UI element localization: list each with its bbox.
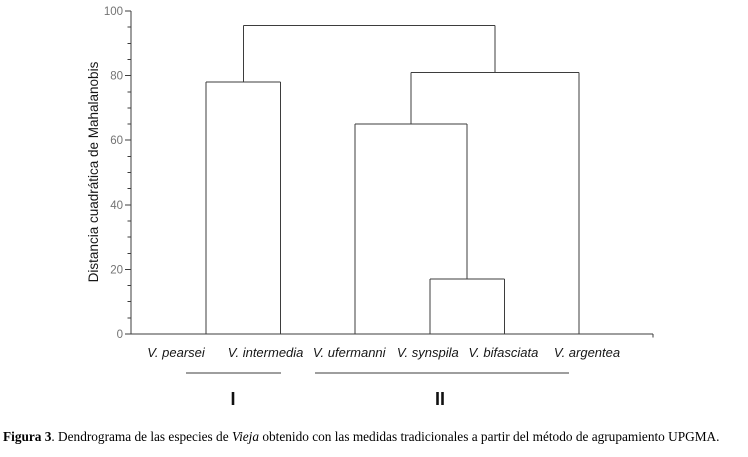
x-axis-leaf-label: V. ufermanni [312,345,386,360]
x-axis-leaf-label: V. bifasciata [468,345,539,360]
caption-genus-italic: Vieja [231,429,260,444]
y-tick-label: 80 [110,70,123,83]
x-axis-leaf-label: V. intermedia [227,345,304,360]
x-axis-leaf-label: V. pearsei [147,345,205,360]
y-tick-label: 20 [110,264,123,277]
y-tick-label: 40 [110,199,123,212]
x-axis-leaf-label: V. argentea [553,345,621,360]
x-axis-leaf-label: V. synspila [396,345,459,360]
y-tick-label: 0 [116,329,123,341]
y-tick-label: 60 [110,135,123,148]
group-ii-label: II [434,389,446,409]
caption-figure-label: Figura 3 [3,429,52,444]
group-i-label: I [230,389,236,409]
y-axis-title: Distancia cuadrática de Mahalanobis [86,61,101,283]
caption-text-mid: . Dendrograma de las especies de [51,429,232,444]
figure-caption [3,429,748,445]
caption-text-end: obtenido con las medidas tradicionales a partir del método de agrupamiento UPGMA. [259,429,720,444]
y-tick-label: 100 [103,6,123,18]
